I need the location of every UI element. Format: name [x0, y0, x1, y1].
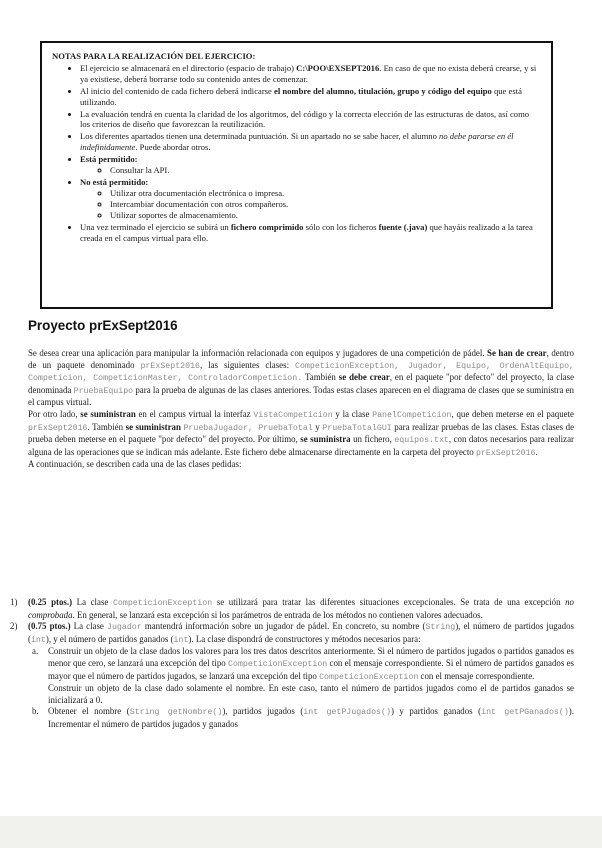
exam-notes-box	[40, 41, 553, 309]
sub-item: a. Construir un objeto de la clase dados los valores para los tres datos descritos anteriormente. Si el número de partidos jugados o partidos ganados es menor que cero, se lanzará una excepción del tipo CompeticionException con el mensaje correspondiente. Si el número de partidos ganados es mayor que el número de partidos jugados, se lanzará una excepción del tipo CompeticionException con el mensaje correspondiente. Construir un objeto de la clase dado solamente el nombre. En este caso, tanto el número de partidos jugados como el de partidos ganados se inicializará a 0.	[32, 646, 574, 705]
note-subitem: ◦ Consultar la API.	[110, 165, 539, 176]
list-item: 2) (0.75 ptos.) La clase Jugador mantendrá información sobre un jugador de pádel. En concreto, su nombre (String), el número de partidos jugados (int), y el número de partidos ganados (int). La clase dispondrá de constructores y métodos necesarios para: a. Construir un objeto de la clase dados los valores para los tres datos descritos anteriormente. Si el número de partidos jugados o partidos ganados es menor que cero, se lanzará una excepción del tipo CompeticionException con el mensaje correspondiente. Si el número de partidos ganados es mayor que el número de partidos jugados, se lanzará una excepción del tipo CompeticionException con el mensaje correspondiente. Construir un objeto de la clase dado solamente el nombre. En este caso, tanto el número de partidos jugados como el de partidos ganados se inicializará a 0. b. Obtener el nombre (String getNombre()), partidos jugados (int getPJugados()) y partidos ganados (int getPGanados()). Incrementar el número de partidos jugados y ganados	[10, 621, 574, 729]
intro-paragraph: Se desea crear una aplicación para manipular la información relacionada con equipos y jugadores de una competición de pádel. Se han de crear, dentro de un paquete denominado prExSept2016, las siguientes clases: CompeticionException, Jugador, Equipo, OrdenAltEquipo, Competicion, CompeticionMaster, ControladorCompeticion. También se debe crear, en el paquete "por defecto" del proyecto, la clase denominada PruebaEquipo para la prueba de algunas de las clases anteriores. Todas estas clases aparecen en el diagrama de clases que se suministra en el campus virtual.	[28, 348, 575, 408]
class-requirements-list	[10, 597, 574, 731]
note-subitem: ◦ Intercambiar documentación con otros compañeros.	[110, 199, 539, 210]
notes-title: NOTAS PARA LA REALIZACIÓN DEL EJERCICIO:	[52, 51, 256, 61]
sub-item: b. Obtener el nombre (String getNombre()), partidos jugados (int getPJugados()) y partidos ganados (int getPGanados()). Incrementar el número de partidos jugados y ganados	[32, 706, 574, 729]
page-bottom-margin	[0, 816, 602, 848]
project-title: Proyecto prExSept2016	[28, 318, 178, 333]
note-item: • Los diferentes apartados tienen una determinada puntuación. Si un apartado no se sabe hacer, el alumno no debe pararse en él indefinidamente. Puede abordar otros.	[80, 131, 539, 153]
note-item: • No está permitido: ◦ Utilizar otra documentación electrónica o impresa. ◦ Intercambiar documentación con otros compañeros. ◦ Utilizar soportes de almacenamiento.	[80, 177, 539, 221]
list-item: 1) (0.25 ptos.) La clase CompeticionException se utilizará para tratar las diferentes situaciones excepcionales. Se trata de una excepción no comprobada. En general, se lanzará esta excepción si los parámetros de entrada de los métodos no contienen valores adecuados.	[10, 597, 574, 620]
supplied-files-paragraph: Por otro lado, se suministran en el campus virtual la interfaz VistaCompeticion y la clase PanelCompeticion, que deben meterse en el paquete prExSept2016. También se suministran PruebaJugador, PruebaTotal y PruebaTotalGUI para realizar pruebas de las clases. Estas clases de prueba deben meterse en el paquete "por defecto" del proyecto. Por último, se suministra un fichero, equipos.txt, con datos necesarios para realizar alguna de las operaciones que se indican más adelante. Este fichero debe almacenarse directamente en la carpeta del proyecto prExSept2016.	[28, 408, 575, 458]
note-item: • Está permitido: ◦ Consultar la API.	[80, 154, 539, 176]
note-item: • La evaluación tendrá en cuenta la claridad de los algoritmos, del código y la correcta elección de las estructuras de datos, así como los criterios de diseño que favorezcan la reutilización.	[80, 109, 539, 131]
continuation-paragraph: A continuación, se describen cada una de las clases pedidas:	[28, 459, 242, 470]
note-subitem: ◦ Utilizar soportes de almacenamiento.	[110, 210, 539, 221]
intro-text	[28, 348, 574, 471]
note-subitem: ◦ Utilizar otra documentación electrónica o impresa.	[110, 188, 539, 199]
note-item: • Una vez terminado el ejercicio se subirá un fichero comprimido sólo con los ficheros fuente (.java) que hayáis realizado a la tarea creada en el campus virtual para ello.	[80, 222, 539, 244]
note-item: • Al inicio del contenido de cada fichero deberá indicarse el nombre del alumno, titulación, grupo y código del equipo que está utilizando.	[80, 86, 539, 108]
note-item: • El ejercicio se almacenará en el directorio (espacio de trabajo) C:\POO\EXSEPT2016. En caso de que no exista deberá crearse, y si ya existiese, deberá borrarse todo su contenido antes de comenzar.	[80, 63, 539, 85]
notes-list	[52, 63, 539, 244]
